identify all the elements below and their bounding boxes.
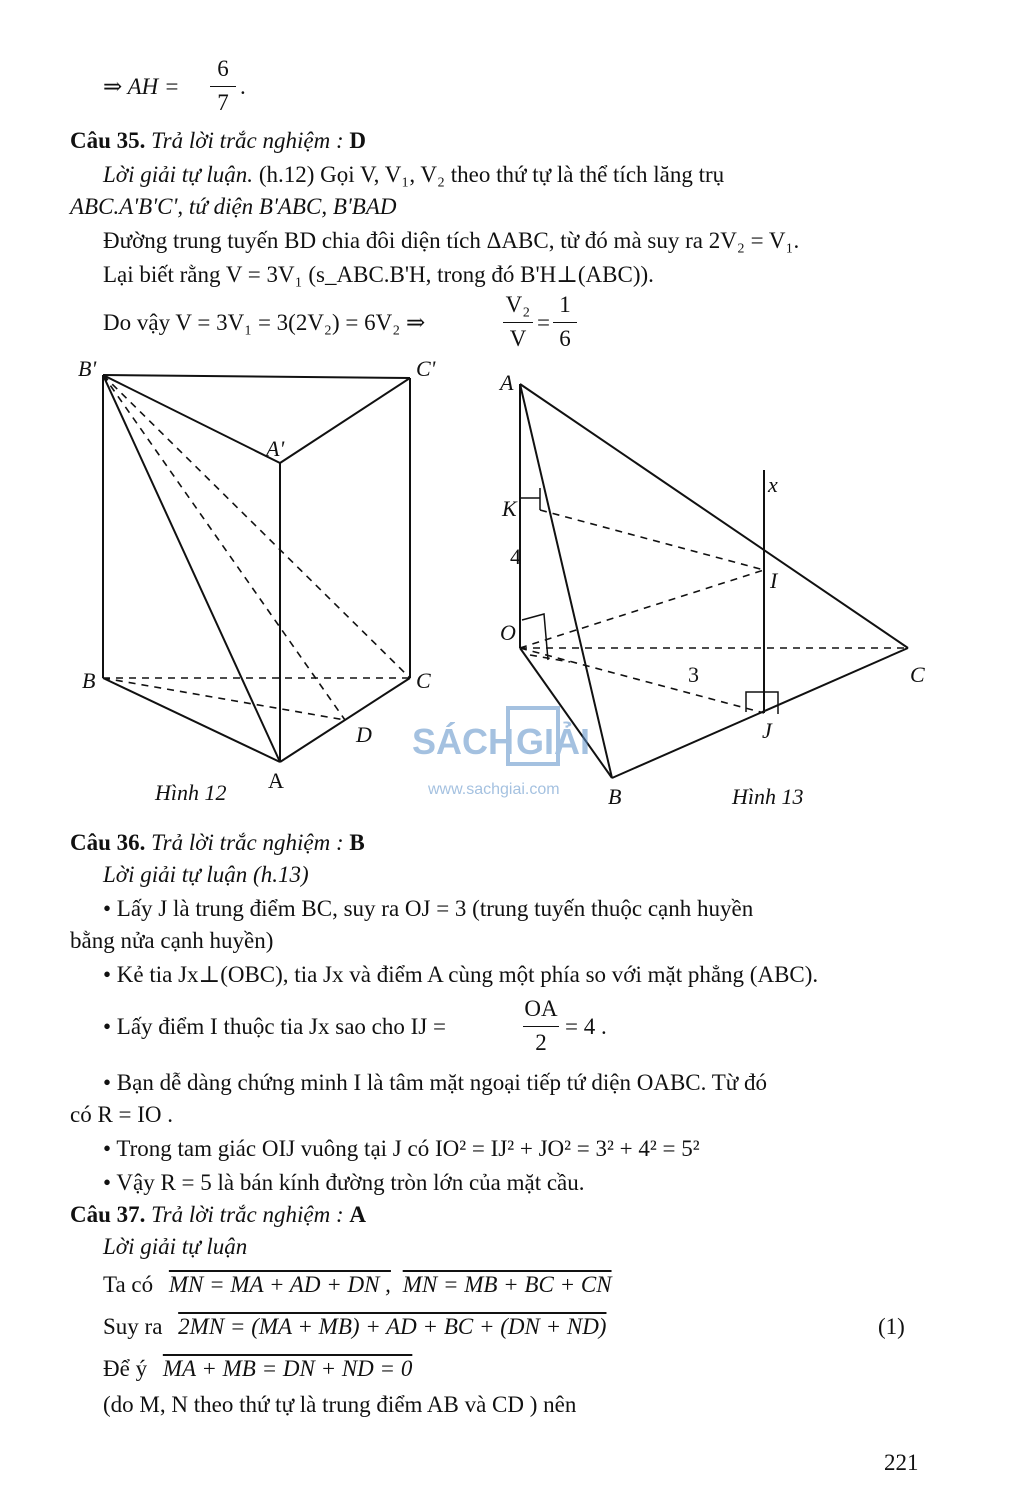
fig13-label-o: O [500,620,516,645]
edge-b1c [103,375,410,678]
q37-line4 [103,1354,412,1384]
q36-bullet2: • Kẻ tia Jx⊥(OBC), tia Jx và điểm A cùng một phía so với mặt phẳng (ABC). [103,962,819,987]
top-tail: . [240,74,246,99]
q37-line5: (do M, N theo thứ tự là trung điểm AB và CD ) nên [103,1392,577,1417]
watermark-brand-right: IẢI [544,721,591,762]
q35-line1-text: (h.12) Gọi V, V₁, V₂ theo thứ tự là thể tích lăng trụ [258,162,725,187]
fig13-label-i: I [770,568,778,593]
right-angle-j [746,692,778,714]
q36-label: Câu 36. [70,830,146,855]
watermark-url: www.sachgiai.com [428,781,560,798]
q35-answer: D [349,128,366,153]
fig13-label-c: C [910,662,925,687]
page-number: 221 [884,1450,919,1475]
q37-vector-eq4: MA + MB = DN + ND = 0 [162,1356,413,1381]
q35-line5: Do vậy V = 3V₁ = 3(2V₂) = 6V₂ ⇒ [103,310,426,335]
fig12-label-a1: A' [266,436,285,461]
fig12-label-c1: C' [416,356,436,381]
q35-line4: Lại biết rằng V = 3V₁ (s_ABC.B'H, trong đó B'H⊥(ABC)). [103,262,654,287]
fig12-label-d: D [356,722,372,747]
edge-b1a1 [103,375,280,463]
q35-line2: ABC.A'B'C', tứ diện B'ABC, B'BAD [70,194,397,219]
fig12-label-b1: B' [78,356,97,381]
q36-bullet1: • Lấy J là trung điểm BC, suy ra OJ = 3 (trung tuyến thuộc cạnh huyền [103,896,754,921]
edge-ab [520,384,612,778]
q37-vector-eq2: MN = MB + BC + CN [402,1272,612,1297]
top-frac-den: 7 [217,90,229,115]
watermark-logo [412,708,590,798]
fig13-label-k: K [502,496,517,521]
top-frac-num: 6 [217,56,229,81]
edge-c1a1 [280,378,410,463]
fig12-caption: Hình 12 [155,780,227,805]
fig13-label-4: 4 [510,544,521,569]
q35-solution-label: Lời giải tự luận. [103,162,254,187]
q36-solution-label: Lời giải tự luận (h.13) [103,862,309,887]
q36-bullet5: • Trong tam giác OIJ vuông tại J có IO² = IJ² + JO² = 3² + 4² = 5² [103,1136,700,1161]
fig12-label-c: C [416,668,431,693]
q36-answer-intro: Trả lời trắc nghiệm : [151,830,344,855]
q36-bullet3: • Lấy điểm I thuộc tia Jx sao cho IJ = [103,1014,446,1039]
q36-heading [70,828,365,858]
seg-ki [540,510,764,570]
watermark-brand-mid: G [516,721,545,762]
edge-b1d [103,375,345,720]
fig13-label-a: A [500,370,514,395]
fig12-label-b: B [82,668,96,693]
q37-answer-intro: Trả lời trắc nghiệm : [151,1202,344,1227]
q35-ratio-num: 1 [559,292,571,317]
q35-ratio-den: 6 [559,326,571,351]
figure-13 [520,384,908,778]
q35-answer-intro: Trả lời trắc nghiệm : [151,128,344,153]
median-bd [103,678,345,720]
edge-b1a [103,375,280,762]
edge-b1c1 [103,375,410,378]
q36-frac-num: OA [524,996,558,1021]
q36-answer: B [349,830,365,855]
top-lhs: ⇒ AH = [103,74,180,99]
edge-bc [612,648,908,778]
edge-ba [103,678,280,762]
q36-bullet6: • Vậy R = 5 là bán kính đường tròn lớn của mặt cầu. [103,1170,585,1195]
seg-oj [520,648,764,713]
right-angle-o [522,614,548,660]
q37-solution-label: Lời giải tự luận [103,1234,248,1259]
q37-line3-intro: Suy ra [103,1314,163,1339]
q36-frac-den: 2 [535,1030,547,1055]
q35-label: Câu 35. [70,128,146,153]
q37-vector-eq1: MN = MA + AD + DN , [168,1272,391,1297]
q37-line3 [103,1312,606,1342]
q37-heading [70,1200,366,1230]
q35-frac-den: V [509,326,527,351]
q35-frac-num: V₂ [505,292,531,317]
q37-line2 [103,1270,612,1300]
q36-bullet3-tail: = 4 . [565,1014,607,1039]
fig13-label-j: J [762,718,772,743]
fig13-label-x: x [768,472,778,497]
edge-ac [520,384,908,648]
q37-answer: A [349,1202,366,1227]
q36-bullet4-cont: có R = IO . [70,1102,174,1127]
figure-12 [103,375,410,762]
q36-bullet4: • Bạn dễ dàng chứng minh I là tâm mặt ngoại tiếp tứ diện OABC. Từ đó [103,1070,768,1095]
q36-frac-line [523,1026,559,1027]
q37-label: Câu 37. [70,1202,146,1227]
q37-line4-intro: Để ý [103,1356,148,1381]
q37-vector-eq3: 2MN = (MA + MB) + AD + BC + (DN + ND) [178,1314,607,1339]
seg-oi [520,570,764,648]
fig13-label-b: B [608,784,622,809]
watermark-brand-left: SÁCH [412,721,515,762]
fig13-label-3: 3 [688,662,699,687]
q37-line2-intro: Ta có [103,1272,154,1297]
q35-line3: Đường trung tuyến BD chia đôi diện tích ΔABC, từ đó mà suy ra 2V₂ = V₁. [103,228,800,253]
q36-bullet1-cont: bằng nửa cạnh huyền) [70,928,274,953]
fig12-label-a: A [268,768,284,793]
q37-eq-tag: (1) [878,1314,905,1339]
fig13-caption: Hình 13 [732,784,804,809]
q35-eq: = [537,310,550,335]
